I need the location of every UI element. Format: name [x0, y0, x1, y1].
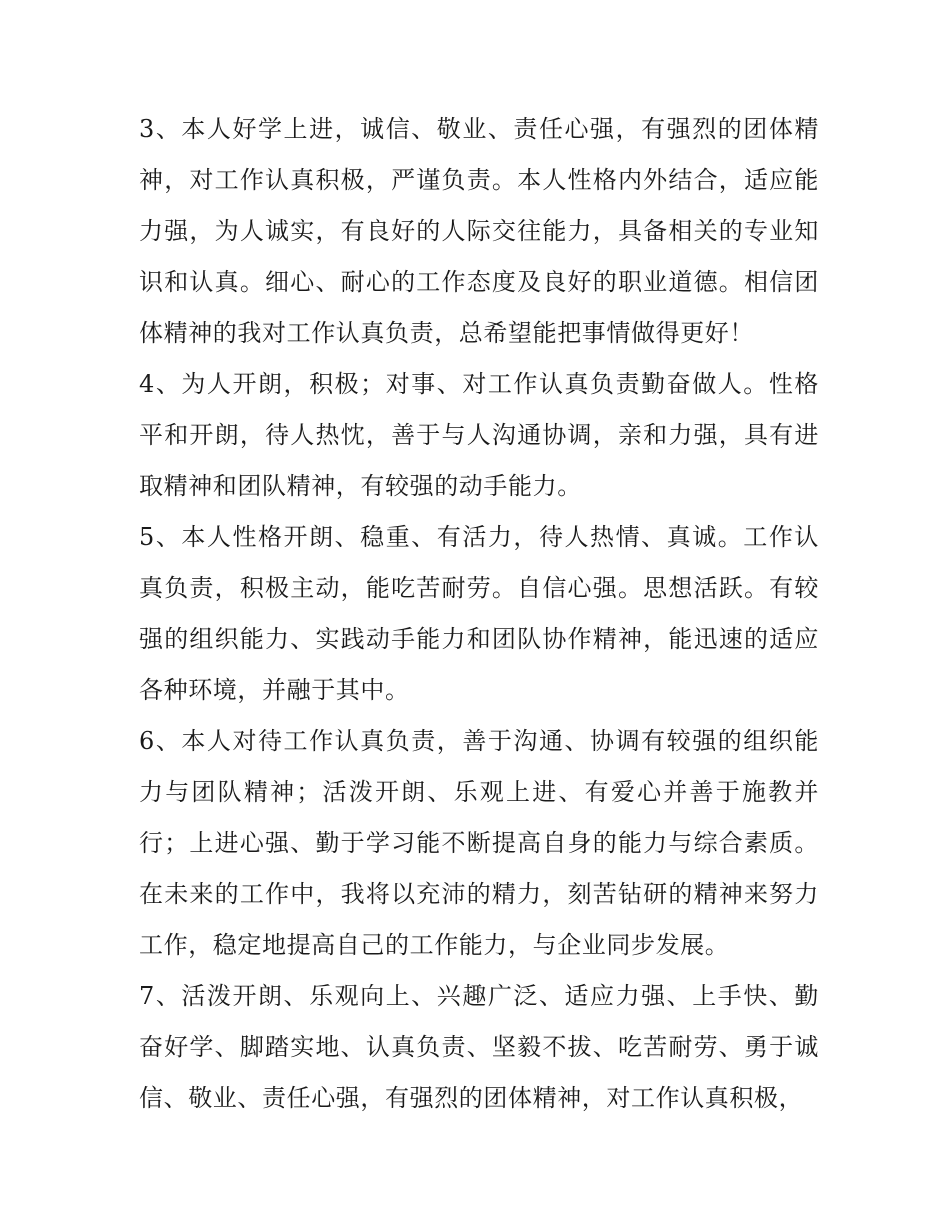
- paragraph-3: 3、本人好学上进，诚信、敬业、责任心强，有强烈的团体精神，对工作认真积极，严谨负责。本人性格内外结合，适应能力强，为人诚实，有良好的人际交往能力，具备相关的专业知识和认真。细心、耐心的工作态度及良好的职业道德。相信团体精神的我对工作认真负责，总希望能把事情做得更好！: [139, 115, 819, 347]
- document-body: [139, 104, 819, 1124]
- paragraph-6: 6、本人对待工作认真负责，善于沟通、协调有较强的组织能力与团队精神；活泼开朗、乐观上进、有爱心并善于施教并行；上进心强、勤于学习能不断提高自身的能力与综合素质。在未来的工作中，我将以充沛的精力，刻苦钻研的精神来努力工作，稳定地提高自己的工作能力，与企业同步发展。: [139, 727, 819, 959]
- paragraph-4: 4、为人开朗，积极；对事、对工作认真负责勤奋做人。性格平和开朗，待人热忱，善于与人沟通协调，亲和力强，具有进取精神和团队精神，有较强的动手能力。: [139, 370, 819, 500]
- paragraph-5: 5、本人性格开朗、稳重、有活力，待人热情、真诚。工作认真负责，积极主动，能吃苦耐劳。自信心强。思想活跃。有较强的组织能力、实践动手能力和团队协作精神，能迅速的适应各种环境，并融于其中。: [139, 523, 819, 704]
- paragraph-7: 7、活泼开朗、乐观向上、兴趣广泛、适应力强、上手快、勤奋好学、脚踏实地、认真负责、坚毅不拔、吃苦耐劳、勇于诚信、敬业、责任心强，有强烈的团体精神，对工作认真积极，: [139, 982, 819, 1112]
